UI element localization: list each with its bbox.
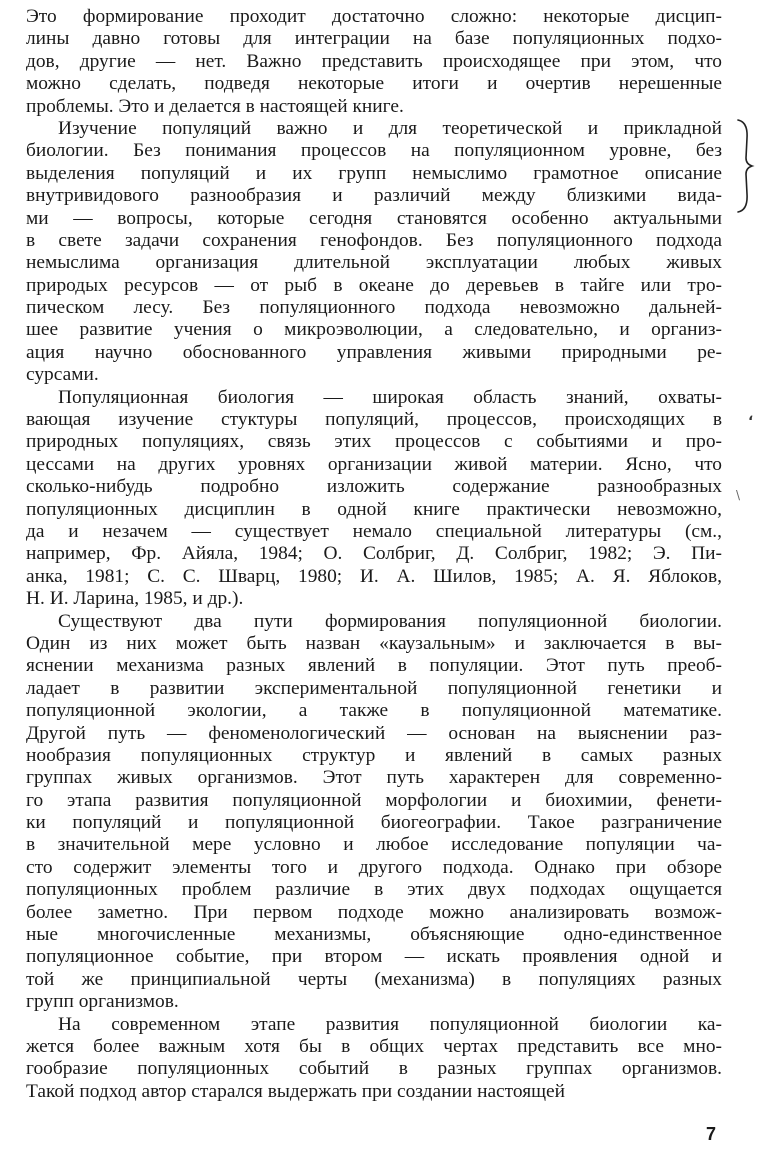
text-line: Другой путь — феноменологический — основан на выяснении раз- xyxy=(26,722,722,744)
text-line: в значительной мере условно и любое исследование популяции ча- xyxy=(26,834,722,856)
text-line: Такой подход автор старался выдержать при создании настоящей xyxy=(26,1080,566,1102)
text-line: сто содержит элементы того и другого подхода. Однако при обзоре xyxy=(26,856,722,878)
text-line: На современном этапе развития популяционной биологии ка- xyxy=(58,1013,722,1035)
paragraph xyxy=(26,387,722,611)
text-line: популяционных проблем различие в этих двух подходах ощущается xyxy=(26,879,722,901)
text-line: ные многочисленные механизмы, объясняющие одно-единственное xyxy=(26,924,722,946)
text-line: природых ресурсов — от рыб в океане до деревьев в тайге или тро- xyxy=(26,274,722,296)
text-line: дов, другие — нет. Важно представить происходящее при этом, что xyxy=(26,50,722,72)
text-line: внутривидового разнообразия и различий между близкими вида- xyxy=(26,185,722,207)
text-line: ми — вопросы, которые сегодня становятся особенно актуальными xyxy=(26,207,722,229)
text-line: сколько-нибудь подробно изложить содержание разнообразных xyxy=(26,476,722,498)
text-line: цессами на других уровнях организации живой материи. Ясно, что xyxy=(26,453,722,475)
text-line: Один из них может быть назван «каузальным» и заключается в вы- xyxy=(26,632,722,654)
text-line: вающая изучение стуктуры популяций, процессов, происходящих в xyxy=(26,409,722,431)
text-line: шее развитие учения о микроэволюции, а следовательно, и организ- xyxy=(26,319,722,341)
text-line: ки популяций и популяционной биогеографии. Такое разграничение xyxy=(26,812,722,834)
text-line: го этапа развития популяционной морфологии и биохимии, фенети- xyxy=(26,789,722,811)
text-line: групп организмов. xyxy=(26,991,179,1013)
text-line: гообразие популяционных событий в разных группах организмов. xyxy=(26,1058,722,1080)
text-line: пическом лесу. Без популяционного подхода невозможно дальней- xyxy=(26,297,722,319)
text-line: той же принципиальной черты (механизма) в популяциях разных xyxy=(26,968,722,990)
margin-tick-mark: \ xyxy=(736,488,741,502)
text-line: Н. И. Ларина, 1985, и др.). xyxy=(26,588,244,610)
text-line: популяционных дисциплин в одной книге практически невозможно, xyxy=(26,498,722,520)
page-number: 7 xyxy=(706,1124,717,1144)
text-line: ация научно обоснованного управления живыми природными ре- xyxy=(26,341,722,363)
text-line: яснении механизма разных явлений в популяции. Этот путь преоб- xyxy=(26,655,722,677)
text-line: сурсами. xyxy=(26,364,99,386)
text-line: популяционной экологии, а также в популяционной математике. xyxy=(26,700,722,722)
text-line: да и незачем — существует немало специальной литературы (см., xyxy=(26,520,722,542)
text-line: Изучение популяций важно и для теоретической и прикладной xyxy=(58,117,722,139)
text-line: проблемы. Это и делается в настоящей книге. xyxy=(26,95,404,117)
text-line: Это формирование проходит достаточно сложно: некоторые дисцип- xyxy=(26,6,722,27)
text-line: группах живых организмов. Этот путь характерен для современно- xyxy=(26,767,722,789)
text-line: можно сделать, подведя некоторые итоги и очертив нерешенные xyxy=(26,73,722,95)
text-line: природных популяциях, связь этих процессов с событиями и про- xyxy=(26,431,722,453)
text-line: ладает в развитии экспериментальной популяционной генетики и xyxy=(26,677,722,699)
paragraph xyxy=(26,611,722,1014)
document-page xyxy=(26,6,722,1103)
text-line: выделения популяций и их групп немыслимо грамотное описание xyxy=(26,162,722,184)
text-line: нообразия популяционных структур и явлений в самых разных xyxy=(26,744,722,766)
text-line: Популяционная биология — широкая область знаний, охваты- xyxy=(58,386,722,408)
text-line: анка, 1981; С. С. Шварц, 1980; И. А. Шилов, 1985; А. Я. Яблоков, xyxy=(26,565,722,587)
paragraph xyxy=(26,1014,722,1104)
text-line: лины давно готовы для интеграции на базе популяционных подхо- xyxy=(26,28,722,50)
text-line: в свете задачи сохранения генофондов. Без популяционного подхода xyxy=(26,229,722,251)
margin-dot-mark: ʻ xyxy=(748,414,754,430)
text-line: например, Фр. Айяла, 1984; О. Солбриг, Д. Солбриг, 1982; Э. Пи- xyxy=(26,543,722,565)
paragraph xyxy=(26,6,722,118)
text-line: популяционное событие, при втором — искать проявления одной и xyxy=(26,946,722,968)
text-line: Существуют два пути формирования популяционной биологии. xyxy=(58,610,722,632)
text-line: более заметно. При первом подходе можно анализировать возмож- xyxy=(26,901,722,923)
text-line: жется более важным хотя бы в общих чертах представить все мно- xyxy=(26,1035,722,1057)
text-line: немыслима организация длительной эксплуатации любых живых xyxy=(26,252,722,274)
text-line: биологии. Без понимания процессов на популяционном уровне, без xyxy=(26,140,722,162)
paragraph xyxy=(26,118,722,387)
margin-brace-mark xyxy=(734,118,756,214)
